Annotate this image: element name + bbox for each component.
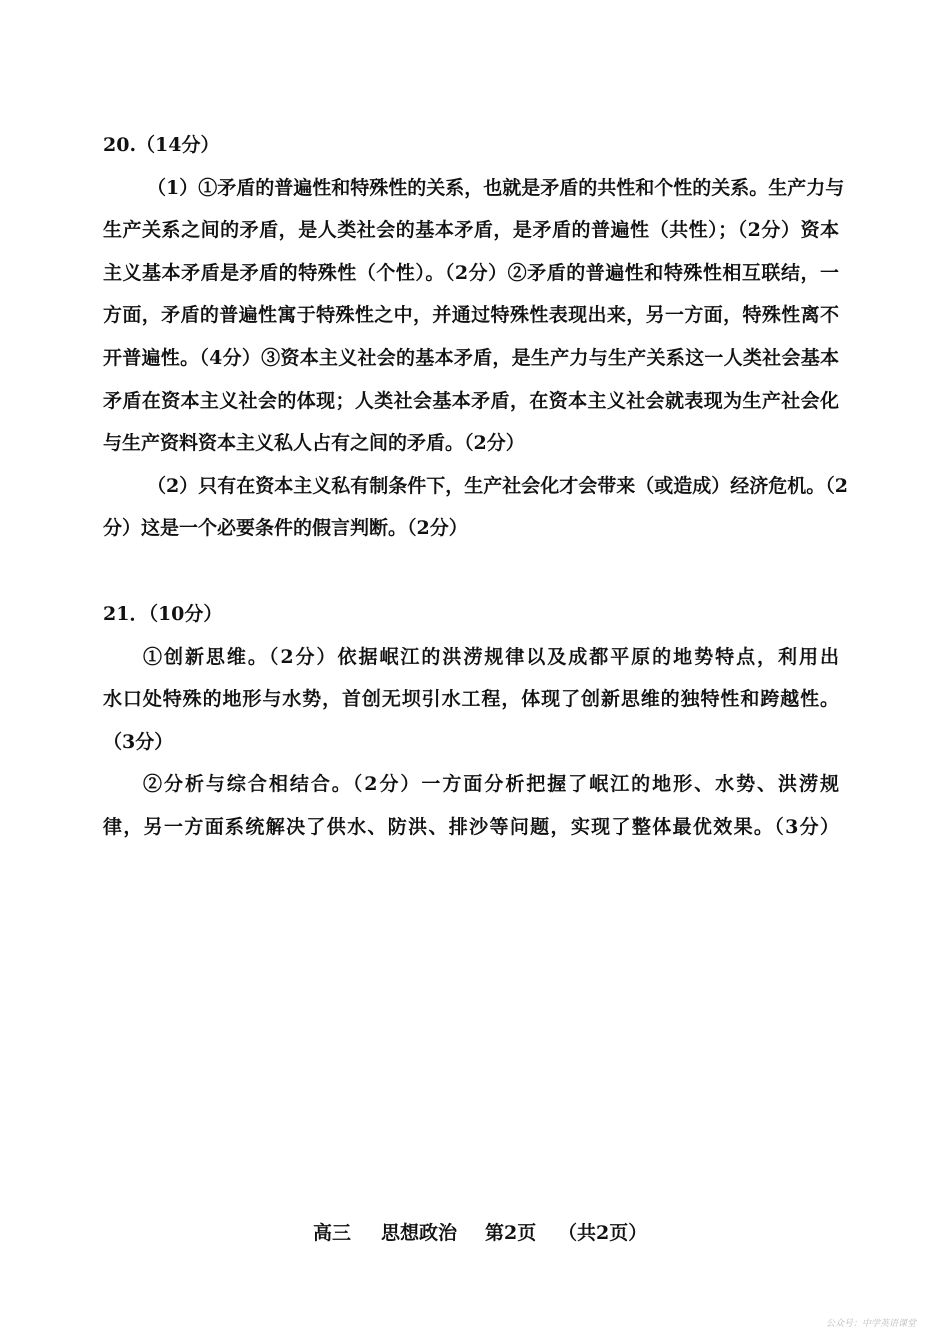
q20-line-9: 分）这是一个必要条件的假言判断。（2分） bbox=[103, 517, 468, 539]
footer-total-pages: （共2页） bbox=[558, 1222, 648, 1244]
q21-line-3: （3分） bbox=[103, 731, 174, 753]
q21-line-4: ②分析与综合相结合。（2分）一方面分析把握了岷江的地形、水势、洪涝规 bbox=[143, 773, 839, 795]
footer-grade: 高三 bbox=[313, 1222, 352, 1244]
question-21-heading: 21．（10分） bbox=[103, 603, 223, 625]
q20-line-5: 开普遍性。（4分）③资本主义社会的基本矛盾，是生产力与生产关系这一人类社会基本 bbox=[103, 347, 839, 369]
footer-subject: 思想政治 bbox=[381, 1222, 458, 1244]
q21-line-5: 律，另一方面系统解决了供水、防洪、排沙等问题，实现了整体最优效果。（3分） bbox=[103, 816, 839, 838]
q21-line-1: ①创新思维。（2分）依据岷江的洪涝规律以及成都平原的地势特点，利用出 bbox=[143, 646, 839, 668]
q20-line-8: （2）只有在资本主义私有制条件下，生产社会化才会带来（或造成）经济危机。（2 bbox=[147, 475, 848, 497]
q20-line-1: （1）①矛盾的普遍性和特殊性的关系，也就是矛盾的共性和个性的关系。生产力与 bbox=[147, 177, 845, 199]
q20-line-4: 方面，矛盾的普遍性寓于特殊性之中，并通过特殊性表现出来，另一方面，特殊性离不 bbox=[103, 304, 839, 326]
q20-line-2: 生产关系之间的矛盾，是人类社会的基本矛盾，是矛盾的普遍性（共性）；（2分）资本 bbox=[103, 219, 839, 241]
q20-line-7: 与生产资料资本主义私人占有之间的矛盾。（2分） bbox=[103, 432, 525, 454]
q20-line-6: 矛盾在资本主义社会的体现；人类社会基本矛盾，在资本主义社会就表现为生产社会化 bbox=[103, 390, 839, 412]
q20-line-3: 主义基本矛盾是矛盾的特殊性（个性）。（2分）②矛盾的普遍性和特殊性相互联结，一 bbox=[103, 262, 839, 284]
watermark: 公众号：中学英语课堂 bbox=[825, 1319, 916, 1329]
question-20-heading: 20.（14分） bbox=[103, 134, 220, 156]
q21-line-2: 水口处特殊的地形与水势，首创无坝引水工程，体现了创新思维的独特性和跨越性。 bbox=[103, 688, 839, 710]
footer-page-number: 第2页 bbox=[485, 1222, 537, 1244]
